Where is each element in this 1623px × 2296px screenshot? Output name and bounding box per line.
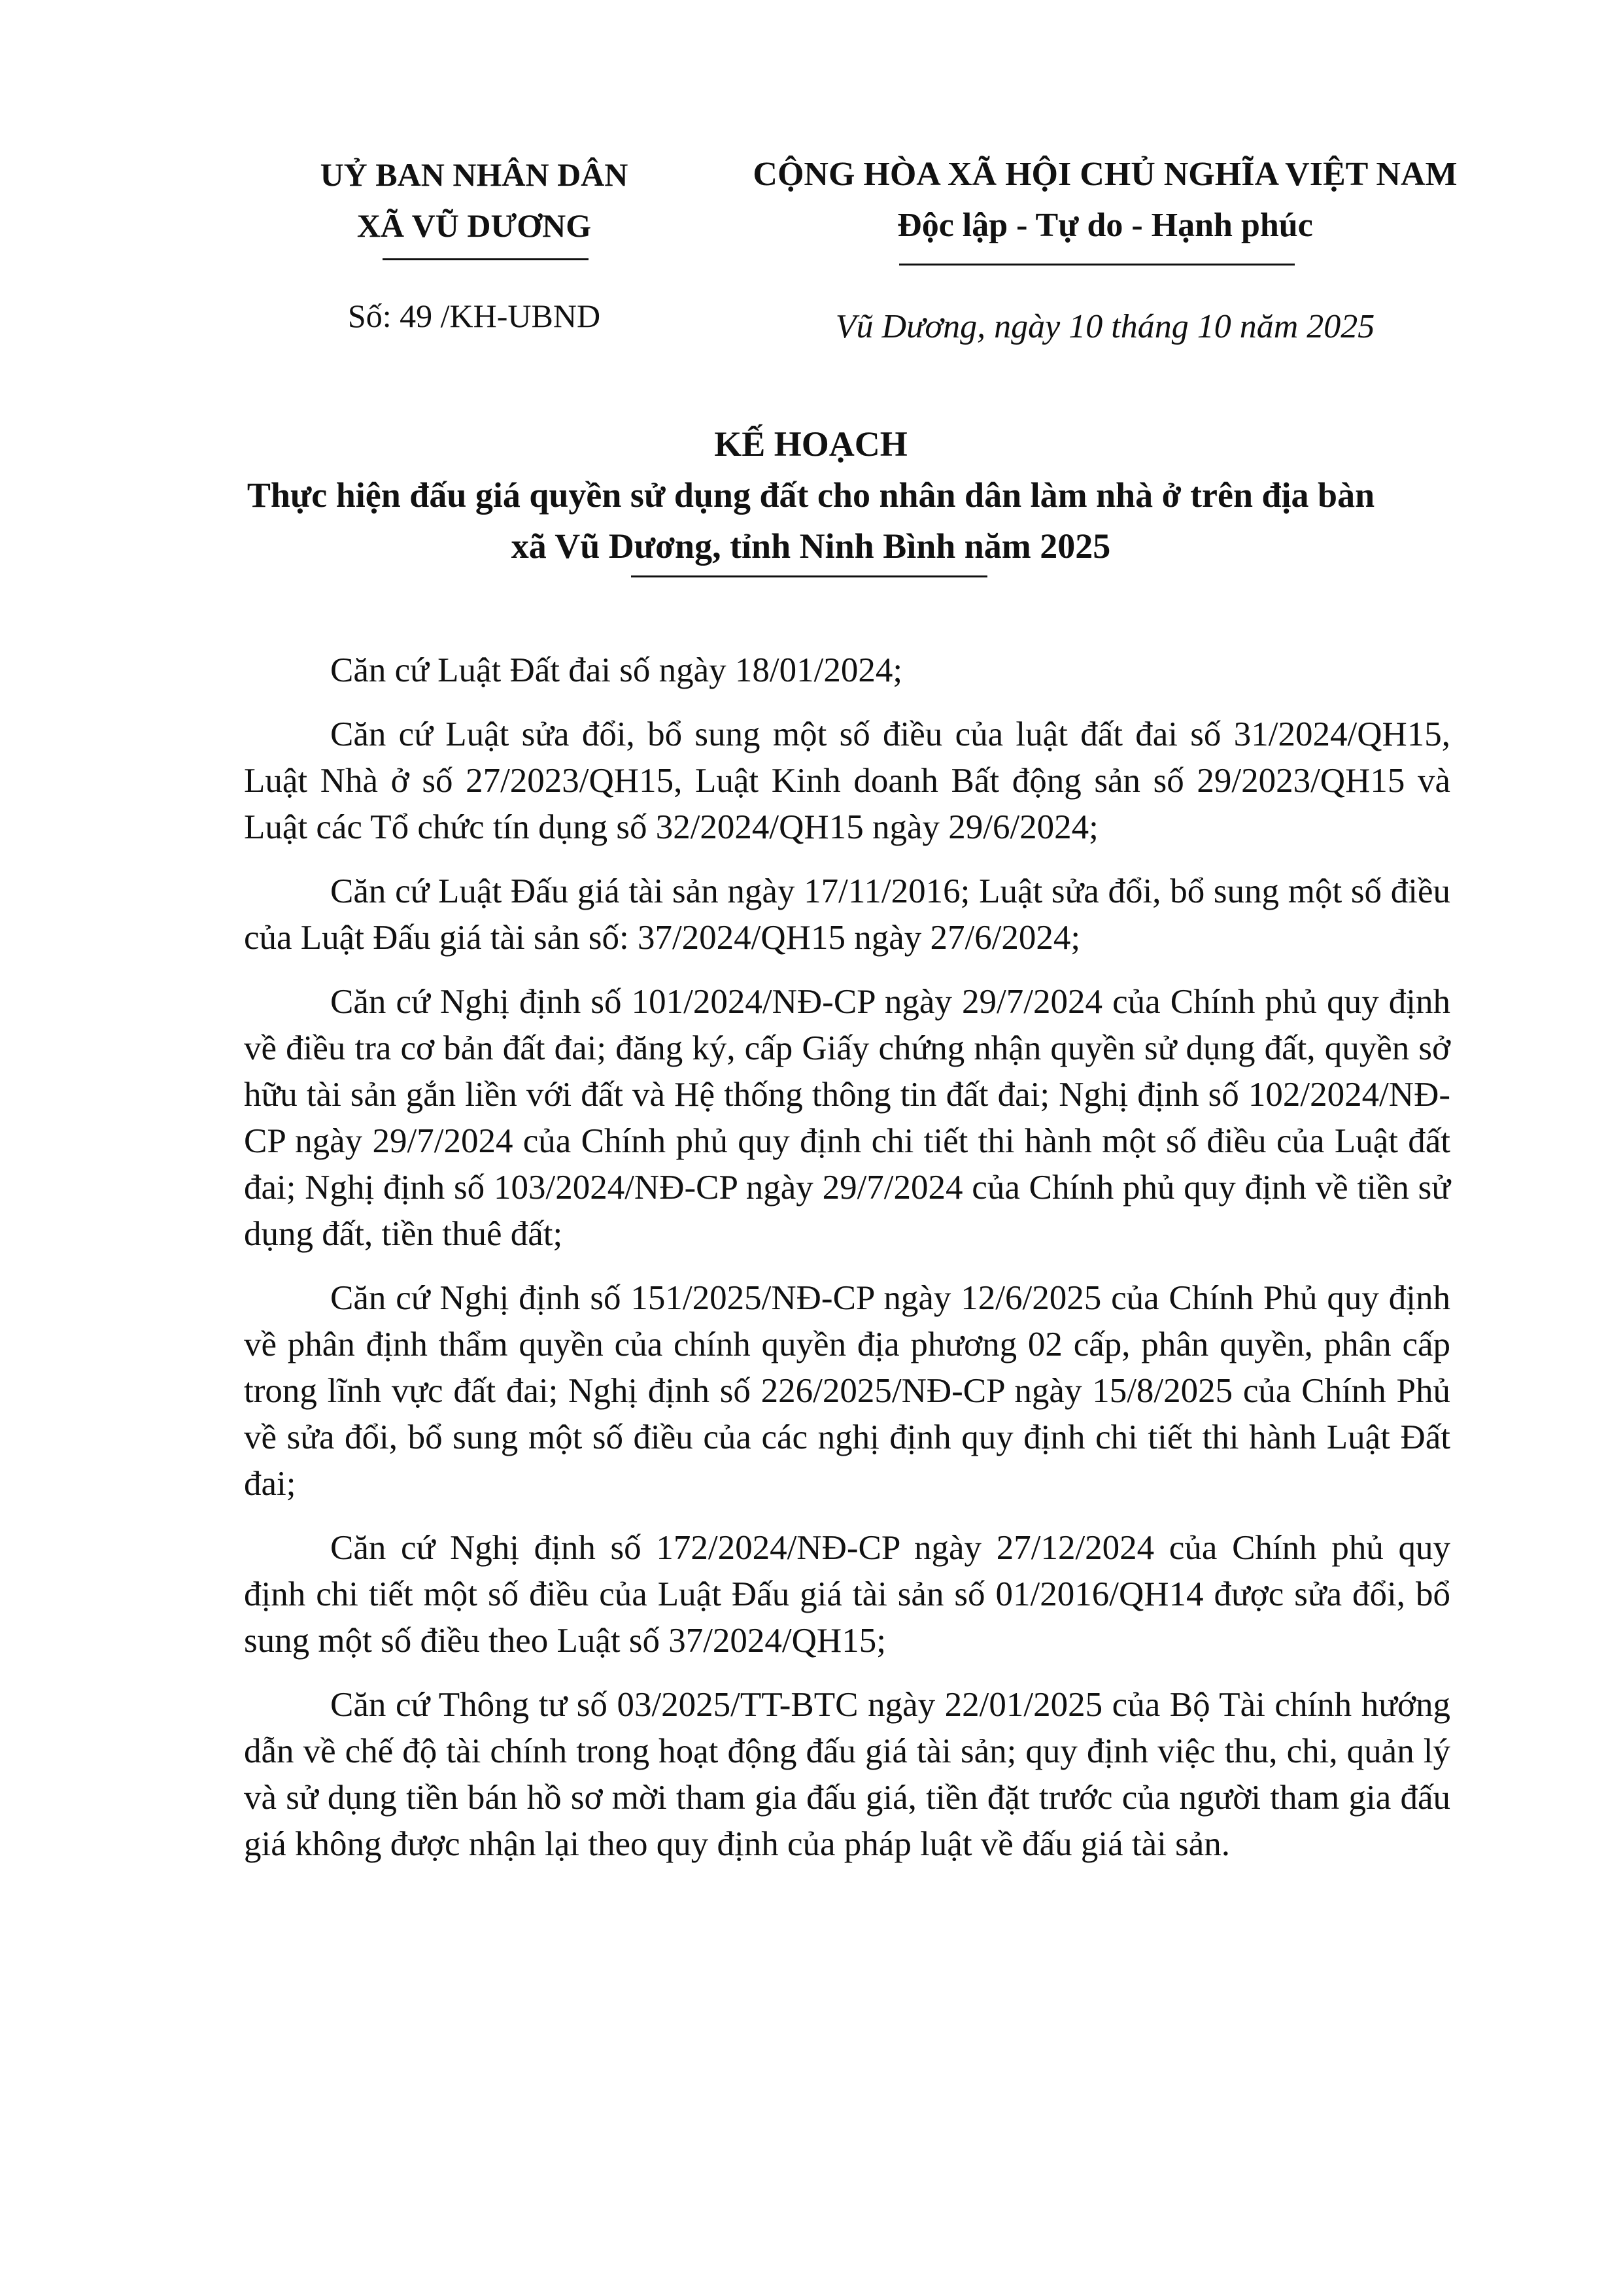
country-name: CỘNG HÒA XÃ HỘI CHỦ NGHĨA VIỆT NAM [753,156,1458,193]
legal-basis-paragraph: Căn cứ Luật Đất đai số ngày 18/01/2024; [330,651,903,689]
authority-line-1: UỶ BAN NHÂN DÂN [320,156,628,193]
issuing-authority [262,149,687,251]
legal-basis-paragraph: Căn cứ Thông tư số 03/2025/TT-BTC ngày 22/01/2025 của Bộ Tài chính hướng dẫn về chế độ tài chính trong hoạt động đấu giá tài sản; quy định việc thu, chi, quản lý và sử dụng tiền bán hồ sơ mời tham gia đấu giá, tiền đặt trước của người tham gia đấu giá không được nhận lại theo quy định của pháp luật về đấu giá tài sản. [244,1686,1450,1863]
legal-basis-paragraph: Căn cứ Nghị định số 101/2024/NĐ-CP ngày 29/7/2024 của Chính phủ quy định về điều tra cơ bản đất đai; đăng ký, cấp Giấy chứng nhận quyền sử dụng đất, quyền sở hữu tài sản gắn liền với đất và Hệ thống thông tin đất đai; Nghị định số 102/2024/NĐ-CP ngày 29/7/2024 của Chính phủ quy định chi tiết thi hành một số điều của Luật đất đai; Nghị định số 103/2024/NĐ-CP ngày 29/7/2024 của Chính phủ quy định về tiền sử dụng đất, tiền thuê đất; [244,983,1450,1253]
national-motto [706,149,1504,251]
motto-underline [899,264,1295,266]
document-number: Số: 49 /KH-UBND [347,298,601,334]
authority-underline [383,258,589,260]
title-subject-line-1: Thực hiện đấu giá quyền sử dụng đất cho nhân dân làm nhà ở trên địa bàn [247,475,1375,515]
title-underline [631,575,987,577]
legal-basis-paragraph: Căn cứ Luật Đấu giá tài sản ngày 17/11/2016; Luật sửa đổi, bổ sung một số điều của Luật Đấu giá tài sản số: 37/2024/QH15 ngày 27/6/2024; [244,872,1450,957]
authority-line-2: XÃ VŨ DƯƠNG [356,207,592,244]
document-title [157,419,1465,572]
legal-basis-paragraph: Căn cứ Nghị định số 151/2025/NĐ-CP ngày 12/6/2025 của Chính Phủ quy định về phân định thẩm quyền của chính quyền địa phương 02 cấp, phân quyền, phân cấp trong lĩnh vực đất đai; Nghị định số 226/2025/NĐ-CP ngày 15/8/2025 của Chính Phủ về sửa đổi, bổ sung một số điều của các nghị định quy định chi tiết thi hành Luật Đất đai; [244,1279,1450,1503]
legal-basis-section [244,647,1450,1885]
legal-basis-paragraph: Căn cứ Nghị định số 172/2024/NĐ-CP ngày 27/12/2024 của Chính phủ quy định chi tiết một số điều của Luật Đấu giá tài sản số 01/2016/QH14 được sửa đổi, bổ sung một số điều theo Luật số 37/2024/QH15; [244,1529,1450,1660]
legal-basis-paragraph: Căn cứ Luật sửa đổi, bổ sung một số điều của luật đất đai số 31/2024/QH15, Luật Nhà ở số 27/2023/QH15, Luật Kinh doanh Bất động sản số 29/2023/QH15 và Luật các Tổ chức tín dụng số 32/2024/QH15 ngày 29/6/2024; [244,715,1450,846]
title-subject-line-2: xã Vũ Dương, tỉnh Ninh Bình năm 2025 [511,526,1111,566]
place-and-date: Vũ Dương, ngày 10 tháng 10 năm 2025 [835,308,1375,345]
motto-line: Độc lập - Tự do - Hạnh phúc [897,207,1313,244]
title-heading: KẾ HOẠCH [714,424,908,464]
